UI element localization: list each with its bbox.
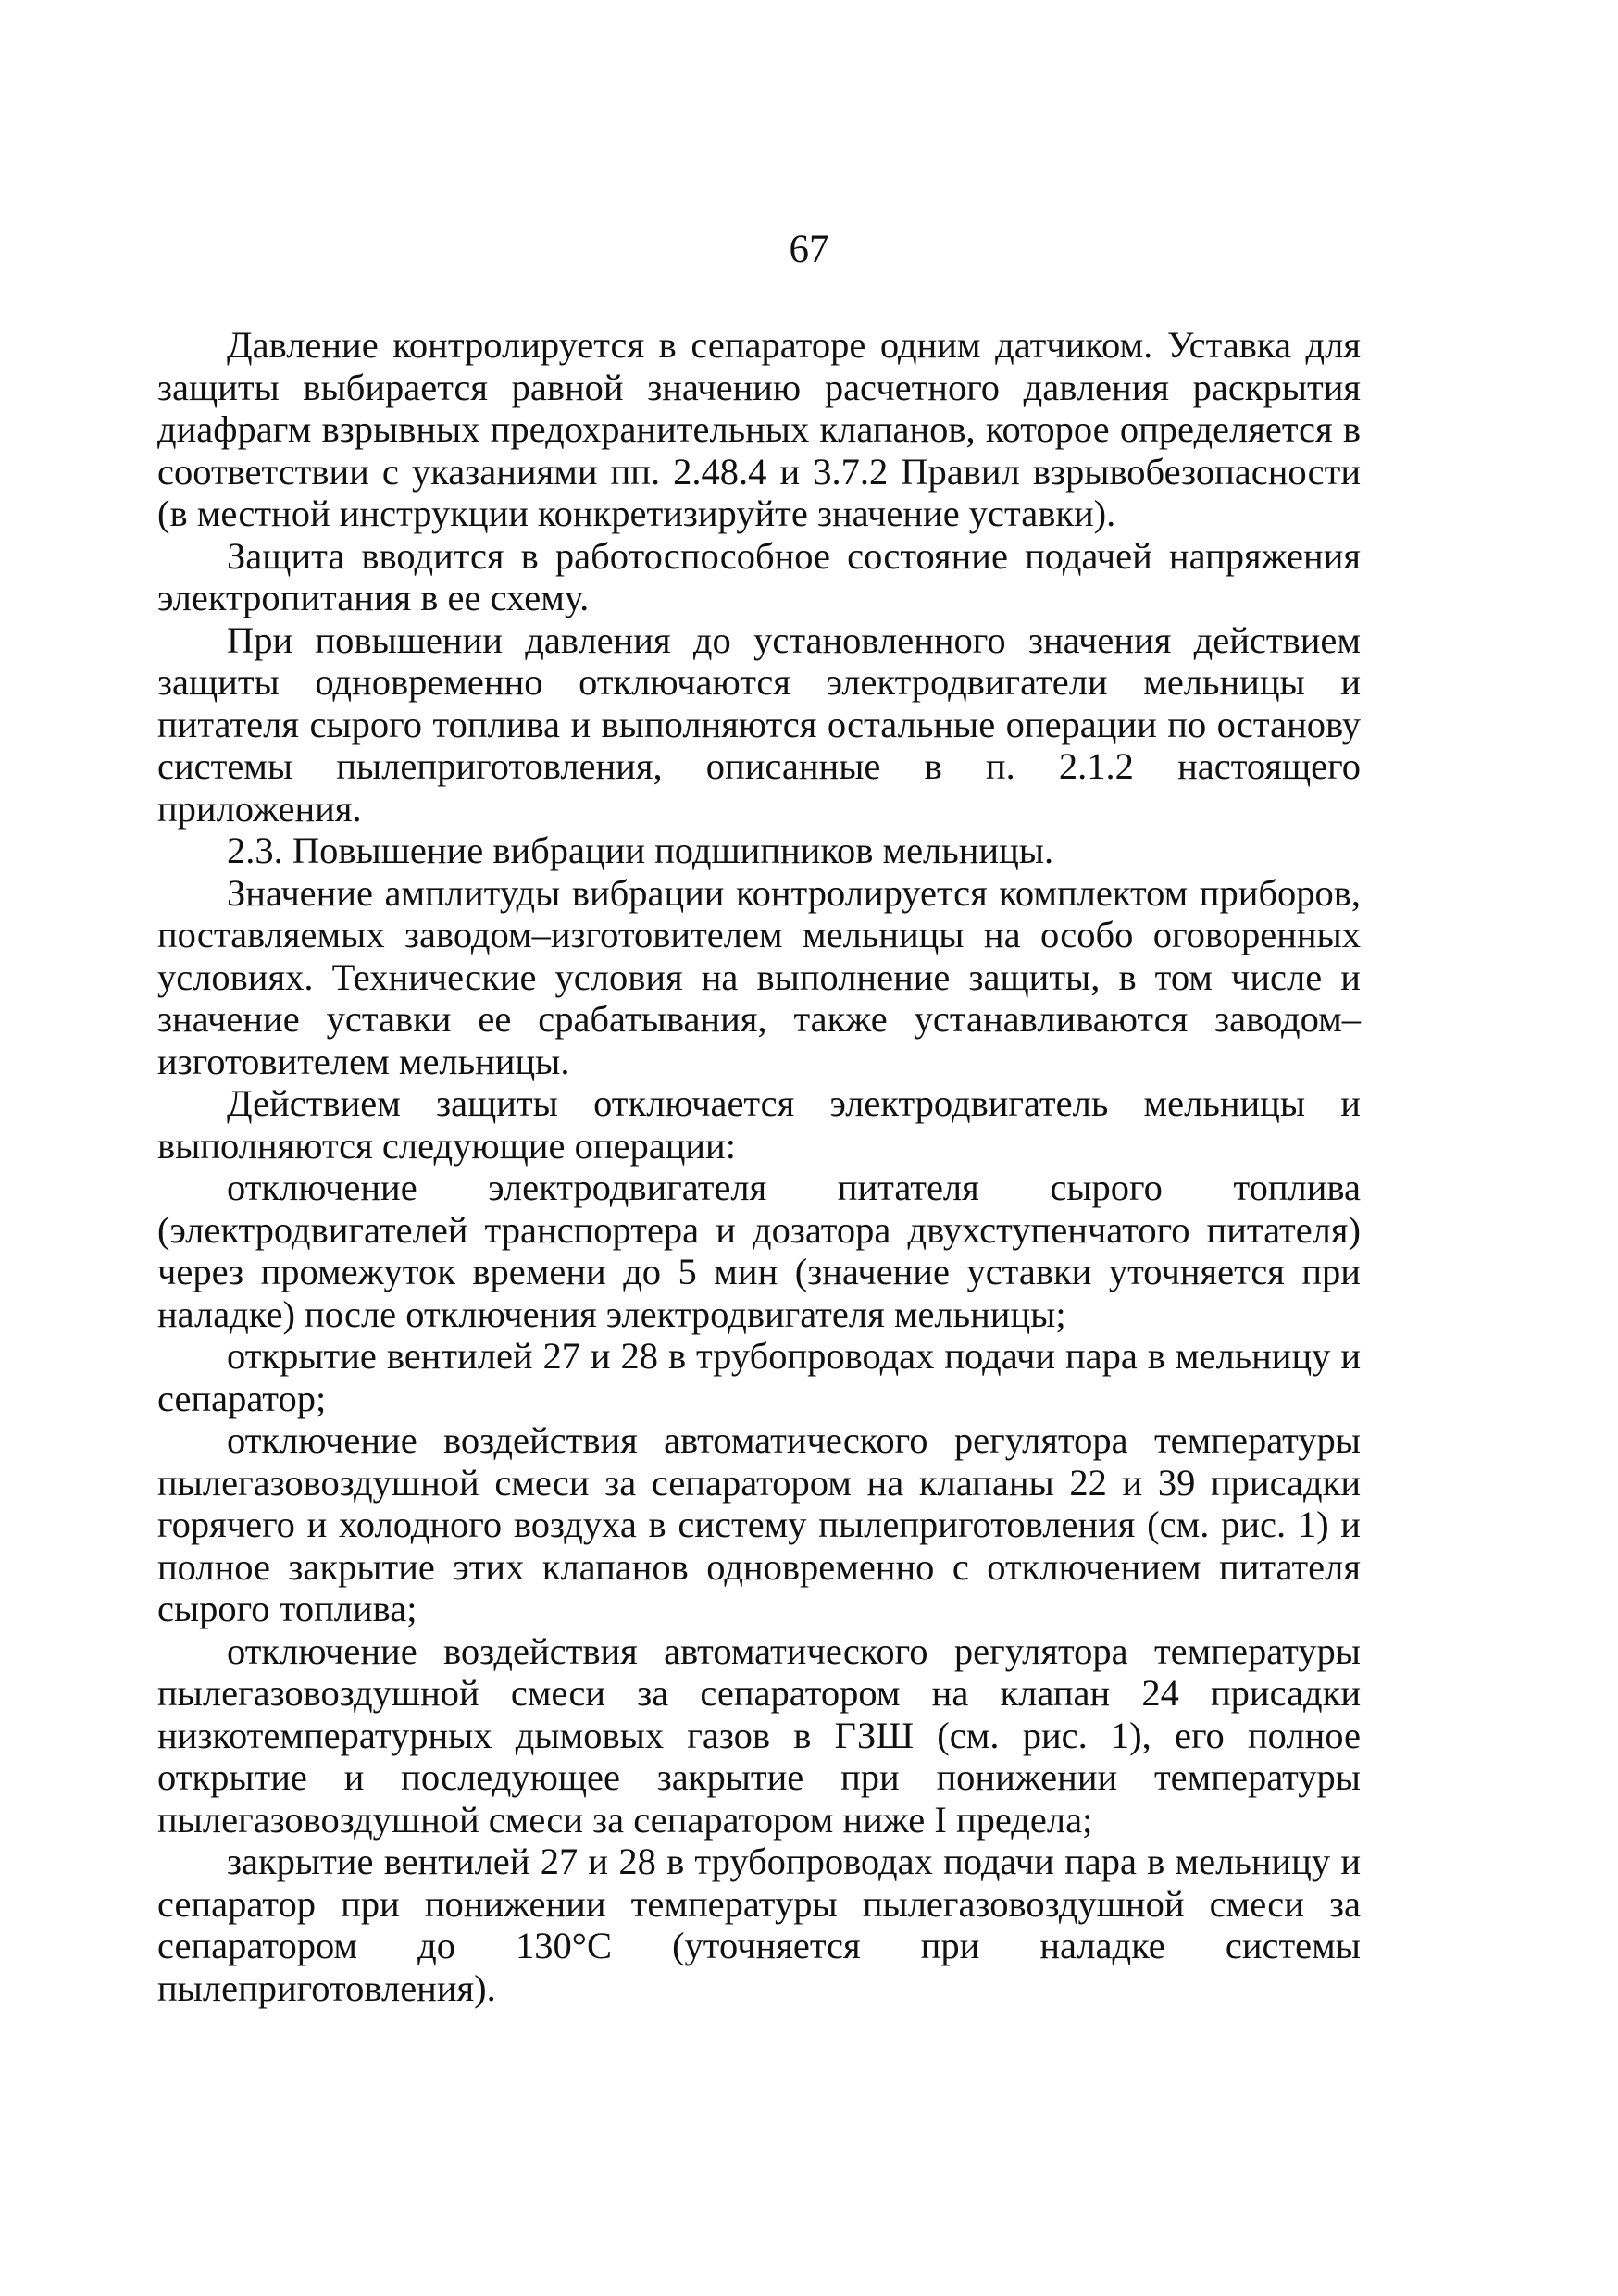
page-number: 67 xyxy=(789,228,829,271)
list-item-valves-open: открытие вентилей 27 и 28 в трубопроводах подачи пара в мельницу и сепаратор; xyxy=(157,1335,1361,1419)
section-heading-vibration: 2.3. Повышение вибрации подшипников мельницы. xyxy=(227,830,1054,871)
list-item-valves-close: закрытие вентилей 27 и 28 в трубопроводах подачи пара в мельницу и сепаратор при понижении температуры пылегазовоздушной смеси за сепаратором до 130°С (уточняется при наладке системы пылеприготовления). xyxy=(157,1841,1361,2009)
paragraph-pressure-control: Давление контролируется в сепараторе одним датчиком. Уставка для защиты выбирается равной значению расчетного давления раскрытия диафрагм взрывных предохранительных клапанов, которое определяется в соответствии с указаниями пп. 2.48.4 и 3.7.2 Правил взрывобезопасности (в местной инструкции конкретизируйте значение уставки). xyxy=(157,324,1361,534)
paragraph-pressure-increase-action: При повышении давления до установленного значения действием защиты одновременно отключаются электродвигатели мельницы и питателя сырого топлива и выполняются остальные операции по останову системы пылеприготовления, описанные в п. 2.1.2 настоящего приложения. xyxy=(157,618,1361,830)
paragraph-protection-operations: Действием защиты отключается электродвигатель мельницы и выполняются следующие операции: xyxy=(157,1082,1361,1167)
list-item-feeder-shutdown: отключение электродвигателя питателя сырого топлива (электродвигателей транспортера и дозатора двухступенчатого питателя) через промежуток времени до 5 мин (значение уставки уточняется при наладке) после отключения электродвигателя мельницы; xyxy=(157,1167,1361,1335)
page-body xyxy=(157,324,1361,2009)
paragraph-protection-activation: Защита вводится в работоспособное состояние подачей напряжения электропитания в ее схему. xyxy=(157,534,1361,618)
list-item-flue-gas-valve: отключение воздействия автоматического регулятора температуры пылегазовоздушной смеси за сепаратором на клапан 24 присадки низкотемпературных дымовых газов в ГЗШ (см. рис. 1), его полное открытие и последующее закрытие при понижении температуры пылегазовоздушной смеси за сепаратором ниже I предела; xyxy=(157,1629,1361,1841)
list-item-air-valves-close: отключение воздействия автоматического регулятора температуры пылегазовоздушной смеси за сепаратором на клапаны 22 и 39 присадки горячего и холодного воздуха в систему пылеприготовления (см. рис. 1) и полное закрытие этих клапанов одновременно с отключением питателя сырого топлива; xyxy=(157,1419,1361,1629)
paragraph-vibration-amplitude: Значение амплитуды вибрации контролируется комплектом приборов, поставляемых заводом–изготовителем мельницы на особо оговоренных условиях. Технические условия на выполнение защиты, в том числе и значение уставки ее срабатывания, также устанавливаются заводом–изготовителем мельницы. xyxy=(157,871,1361,1082)
